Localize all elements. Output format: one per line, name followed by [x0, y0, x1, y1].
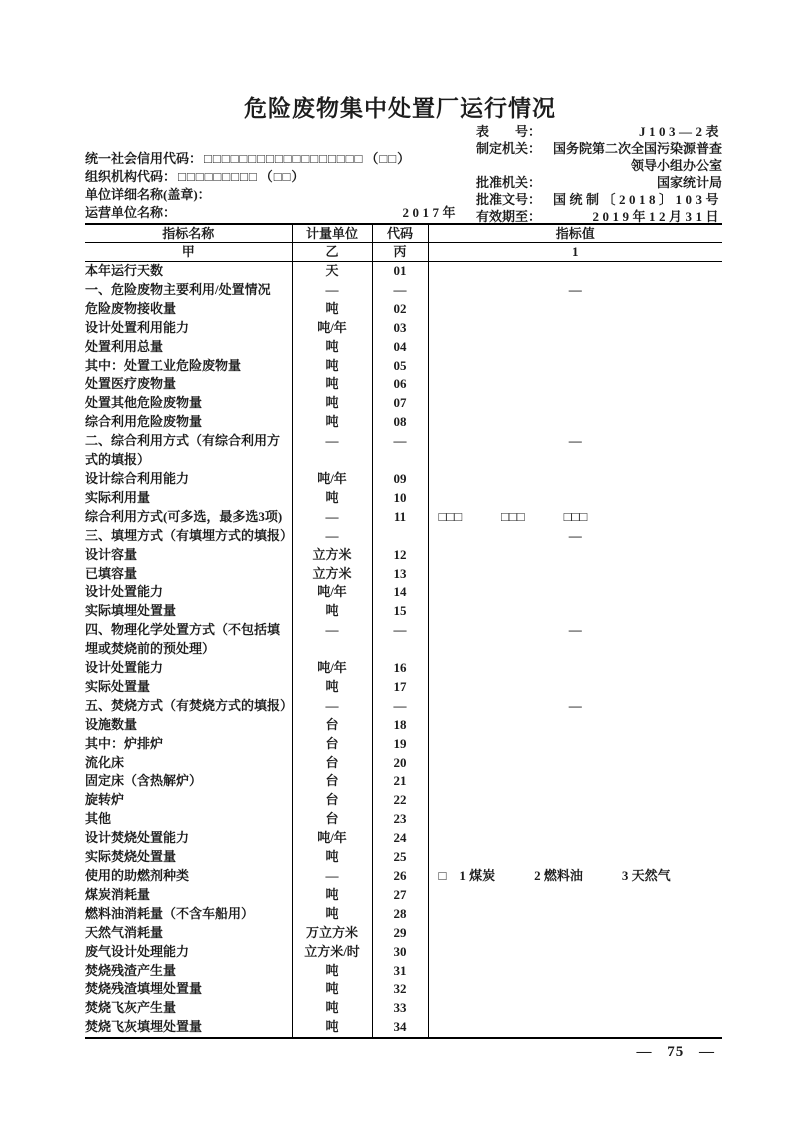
indicator-row — [85, 659, 722, 678]
indicator-row — [85, 943, 722, 962]
code-cell: 21 — [372, 772, 428, 791]
indicator-name-cell: 三、填埋方式（有填埋方式的填报） — [85, 527, 294, 543]
indicator-name-cell: 设计处置利用能力 — [85, 319, 190, 335]
unit-cell: 台 — [292, 735, 372, 754]
indicator-row — [85, 338, 722, 357]
indicator-name-cell: 实际填埋处置量 — [85, 603, 177, 619]
unit-cell: 吨/年 — [292, 470, 372, 489]
code-cell: 04 — [372, 338, 428, 357]
value-cell: — — [428, 527, 722, 546]
indicator-row — [85, 999, 722, 1018]
value-cell — [428, 357, 722, 376]
indicator-name-cell: 处置医疗废物量 — [85, 376, 177, 392]
indicator-row — [85, 886, 722, 905]
unit-cell: 吨 — [292, 999, 372, 1018]
value-cell — [428, 716, 722, 735]
value-cell — [428, 905, 722, 924]
indicator-name-cell: 实际处置量 — [85, 678, 151, 694]
unit-cell: — — [292, 527, 372, 546]
indicator-row — [85, 678, 722, 697]
indicator-row — [85, 791, 722, 810]
unit-cell: — — [292, 432, 372, 470]
indicator-name-cell: 天然气消耗量 — [85, 924, 164, 940]
code-cell: 29 — [372, 924, 428, 943]
code-cell: 24 — [372, 829, 428, 848]
indicator-name-cell: 使用的助燃剂种类 — [85, 868, 190, 883]
value-cell — [428, 300, 722, 319]
form-codes — [85, 150, 479, 222]
code-cell: 15 — [372, 602, 428, 621]
value-cell — [428, 943, 722, 962]
code-cell: — — [372, 281, 428, 300]
unit-cell: 万立方米 — [292, 924, 372, 943]
code-cell: 27 — [372, 886, 428, 905]
indicator-row — [85, 867, 722, 886]
indicator-name-cell: 旋转炉 — [85, 792, 125, 808]
meta-label: 批准文号： — [476, 192, 542, 207]
code-cell: 30 — [372, 943, 428, 962]
col-header-value: 指标值 — [428, 224, 722, 243]
indicator-name-cell: 设计容量 — [85, 546, 138, 562]
code-cell: 19 — [372, 735, 428, 754]
code-cell: 16 — [372, 659, 428, 678]
unit-cell: 天 — [292, 262, 372, 281]
unit-cell: 吨 — [292, 338, 372, 357]
indicator-row — [85, 527, 722, 546]
code-cell: 34 — [372, 1018, 428, 1038]
table-subheader-row — [85, 243, 722, 262]
unit-cell: — — [292, 281, 372, 300]
value-cell — [428, 754, 722, 773]
indicator-row — [85, 489, 722, 508]
indicator-name-cell: 燃料油消耗量（不含车船用） — [85, 905, 255, 921]
meta-label: 有效期至： — [476, 209, 542, 224]
unit-cell: 台 — [292, 716, 372, 735]
indicator-row — [85, 583, 722, 602]
form-header — [85, 123, 722, 223]
unit-cell: 吨 — [292, 886, 372, 905]
subheader-code: 丙 — [372, 243, 428, 262]
code-check-boxes: （□□） — [365, 151, 412, 166]
code-cell: 03 — [372, 319, 428, 338]
value-cell — [428, 602, 722, 621]
subheader-unit: 乙 — [292, 243, 372, 262]
value-cell — [428, 1018, 722, 1038]
value-cell: □ 1 煤炭 2 燃料油 3 天然气 — [428, 867, 722, 886]
code-cell: 07 — [372, 394, 428, 413]
unit-cell: — — [292, 697, 372, 716]
code-cell: 31 — [372, 962, 428, 981]
value-cell — [428, 565, 722, 584]
indicator-row — [85, 357, 722, 376]
value-cell: — — [428, 621, 722, 659]
code-cell: 13 — [372, 565, 428, 584]
indicator-name-cell: 处置利用总量 — [85, 338, 164, 354]
value-cell — [428, 659, 722, 678]
value-cell — [428, 848, 722, 867]
indicator-name-cell: 其中：处置工业危险废物量 — [85, 357, 242, 373]
unit-cell: 吨/年 — [292, 829, 372, 848]
unit-cell: 台 — [292, 791, 372, 810]
unit-cell: 立方米 — [292, 565, 372, 584]
value-cell — [428, 980, 722, 999]
value-cell — [428, 338, 722, 357]
code-line-label: 组织机构代码： — [85, 169, 177, 184]
indicator-row — [85, 375, 722, 394]
meta-line — [476, 157, 722, 174]
value-cell — [428, 470, 722, 489]
indicator-row — [85, 716, 722, 735]
indicator-name-cell: 煤炭消耗量 — [85, 886, 151, 902]
indicator-row — [85, 621, 722, 659]
code-cell: 01 — [372, 262, 428, 281]
value-cell — [428, 886, 722, 905]
code-cell: 32 — [372, 980, 428, 999]
unit-cell: 吨 — [292, 375, 372, 394]
indicator-row — [85, 848, 722, 867]
code-cell: 26 — [372, 867, 428, 886]
indicator-row — [85, 602, 722, 621]
code-cell: 22 — [372, 791, 428, 810]
unit-cell: 吨 — [292, 678, 372, 697]
unit-cell: 台 — [292, 772, 372, 791]
value-cell: □□□ □□□ □□□ — [428, 508, 722, 527]
unit-cell: 吨 — [292, 300, 372, 319]
code-cell: 25 — [372, 848, 428, 867]
value-cell — [428, 829, 722, 848]
indicator-row — [85, 905, 722, 924]
unit-cell: 吨/年 — [292, 659, 372, 678]
code-line — [85, 168, 479, 186]
code-cell: 12 — [372, 546, 428, 565]
code-line — [85, 186, 479, 204]
code-cell: 11 — [372, 508, 428, 527]
unit-cell: — — [292, 508, 372, 527]
unit-cell: 吨 — [292, 980, 372, 999]
indicator-row — [85, 546, 722, 565]
code-cell: 23 — [372, 810, 428, 829]
indicator-row — [85, 413, 722, 432]
meta-value: 国统制〔2018〕103号 — [552, 192, 722, 207]
indicator-name-cell: 焚烧残渣填埋处置量 — [85, 981, 203, 997]
value-cell — [428, 735, 722, 754]
indicator-name-cell: 五、焚烧方式（有焚烧方式的填报） — [85, 697, 294, 713]
code-cell: 33 — [372, 999, 428, 1018]
indicator-row — [85, 772, 722, 791]
indicator-name-cell: 焚烧残渣产生量 — [85, 962, 177, 978]
value-cell — [428, 772, 722, 791]
code-cell: 05 — [372, 357, 428, 376]
col-header-code: 代码 — [372, 224, 428, 243]
indicator-name-cell: 焚烧飞灰产生量 — [85, 1000, 177, 1016]
unit-cell: 吨 — [292, 962, 372, 981]
indicator-name-cell: 其他 — [85, 811, 112, 827]
unit-cell: 台 — [292, 754, 372, 773]
unit-cell: 吨/年 — [292, 319, 372, 338]
indicator-name-cell: 危险废物接收量 — [85, 300, 177, 316]
code-cell: 18 — [372, 716, 428, 735]
indicator-name-cell: 实际利用量 — [85, 489, 151, 505]
indicator-name-cell: 焚烧飞灰填埋处置量 — [85, 1019, 203, 1035]
indicator-row — [85, 754, 722, 773]
indicator-name-cell: 废气设计处理能力 — [85, 943, 190, 959]
code-line — [85, 150, 479, 168]
indicator-name-cell: 流化床 — [85, 754, 125, 770]
indicator-name-cell: 已填容量 — [85, 565, 138, 581]
indicator-row — [85, 508, 722, 527]
indicator-row — [85, 980, 722, 999]
code-cell: — — [372, 432, 428, 470]
unit-cell: 立方米 — [292, 546, 372, 565]
value-cell — [428, 810, 722, 829]
indicator-name-cell: 固定床（含热解炉） — [85, 773, 203, 789]
indicator-row — [85, 394, 722, 413]
code-cell: 06 — [372, 375, 428, 394]
indicator-name-cell: 一、危险废物主要利用/处置情况 — [85, 281, 271, 297]
code-cell — [372, 527, 428, 546]
form-title: 危险废物集中处置厂运行情况 — [244, 96, 556, 121]
meta-label: 制定机关： — [476, 141, 542, 156]
code-line-label: 运营单位名称： — [85, 205, 177, 220]
unit-cell: 吨 — [292, 489, 372, 508]
code-line-label: 单位详细名称(盖章)： — [85, 187, 211, 202]
value-cell — [428, 962, 722, 981]
code-cell: 17 — [372, 678, 428, 697]
code-line — [85, 204, 479, 222]
meta-label: 表 号： — [476, 124, 542, 139]
code-cell: 10 — [372, 489, 428, 508]
indicator-name-cell: 其中：炉排炉 — [85, 735, 164, 751]
col-header-unit: 计量单位 — [292, 224, 372, 243]
indicator-row — [85, 924, 722, 943]
meta-value: 国务院第二次全国污染源普查 — [552, 141, 722, 156]
report-year: 2017年 — [402, 205, 459, 220]
value-cell — [428, 489, 722, 508]
footer-page-number: — 75 — — [636, 1044, 715, 1060]
unit-cell: — — [292, 621, 372, 659]
indicator-row — [85, 300, 722, 319]
indicator-row — [85, 697, 722, 716]
meta-line — [476, 140, 722, 157]
value-cell — [428, 924, 722, 943]
value-cell — [428, 583, 722, 602]
value-cell: — — [428, 697, 722, 716]
meta-value: 2019年12月31日 — [592, 209, 722, 224]
unit-cell: 台 — [292, 810, 372, 829]
indicator-name-cell: 四、物理化学处置方式（不包括填埋或焚烧前的预处理） — [85, 622, 281, 657]
indicator-name-cell: 设计焚烧处置能力 — [85, 830, 190, 846]
unit-cell: 吨 — [292, 905, 372, 924]
unit-cell: 吨 — [292, 848, 372, 867]
unit-cell: — — [292, 867, 372, 886]
value-cell: — — [428, 281, 722, 300]
unit-cell: 吨 — [292, 602, 372, 621]
meta-line — [476, 174, 722, 191]
col-header-name: 指标名称 — [85, 224, 292, 243]
meta-label: 批准机关： — [476, 175, 542, 190]
indicator-row — [85, 1018, 722, 1038]
indicator-name-cell: 设计处置能力 — [85, 584, 164, 600]
indicator-row — [85, 565, 722, 584]
unit-cell: 吨/年 — [292, 583, 372, 602]
code-cell: 14 — [372, 583, 428, 602]
indicator-name-cell: 设施数量 — [85, 716, 138, 732]
unit-cell: 立方米/时 — [292, 943, 372, 962]
indicator-name-cell: 实际焚烧处置量 — [85, 849, 177, 865]
code-cell: — — [372, 697, 428, 716]
value-cell: — — [428, 432, 722, 470]
unit-cell: 吨 — [292, 1018, 372, 1038]
meta-line — [476, 191, 722, 208]
meta-value: 国家统计局 — [656, 175, 722, 190]
indicator-tbody — [85, 262, 722, 1039]
indicator-name-cell: 设计处置能力 — [85, 660, 164, 676]
indicator-name-cell: 本年运行天数 — [85, 263, 164, 278]
subheader-name: 甲 — [85, 243, 292, 262]
indicator-row — [85, 810, 722, 829]
table-header-row — [85, 224, 722, 243]
code-boxes: □□□□□□□□□ — [178, 169, 258, 184]
indicator-name-cell: 处置其他危险废物量 — [85, 395, 203, 411]
code-cell: 02 — [372, 300, 428, 319]
code-cell: 20 — [372, 754, 428, 773]
code-cell: 08 — [372, 413, 428, 432]
indicator-row — [85, 281, 722, 300]
indicator-row — [85, 319, 722, 338]
form-meta — [476, 123, 722, 225]
value-cell — [428, 262, 722, 281]
value-cell — [428, 678, 722, 697]
indicator-row — [85, 470, 722, 489]
value-cell — [428, 413, 722, 432]
code-check-boxes: （□□） — [259, 169, 306, 184]
indicator-name-cell: 综合利用方式(可多选，最多选3项) — [85, 508, 283, 524]
indicator-name-cell: 综合利用危险废物量 — [85, 414, 203, 430]
meta-line — [476, 123, 722, 140]
indicator-row — [85, 962, 722, 981]
indicator-row — [85, 432, 722, 470]
indicator-row — [85, 262, 722, 281]
unit-cell: 吨 — [292, 357, 372, 376]
value-cell — [428, 375, 722, 394]
meta-value: J103—2表 — [638, 124, 722, 139]
value-cell — [428, 791, 722, 810]
value-cell — [428, 394, 722, 413]
indicator-table — [85, 223, 722, 1039]
value-cell — [428, 546, 722, 565]
indicator-row — [85, 735, 722, 754]
indicator-row — [85, 829, 722, 848]
indicator-name-cell: 设计综合利用能力 — [85, 470, 190, 486]
code-boxes: □□□□□□□□□□□□□□□□□□ — [204, 151, 364, 166]
indicator-name-cell: 二、综合利用方式（有综合利用方式的填报） — [85, 433, 281, 468]
code-cell: — — [372, 621, 428, 659]
meta-value: 领导小组办公室 — [630, 158, 722, 173]
value-cell — [428, 999, 722, 1018]
code-cell: 09 — [372, 470, 428, 489]
subheader-value: 1 — [428, 243, 722, 262]
unit-cell: 吨 — [292, 413, 372, 432]
code-cell: 28 — [372, 905, 428, 924]
value-cell — [428, 319, 722, 338]
unit-cell: 吨 — [292, 394, 372, 413]
code-line-label: 统一社会信用代码： — [85, 151, 203, 166]
